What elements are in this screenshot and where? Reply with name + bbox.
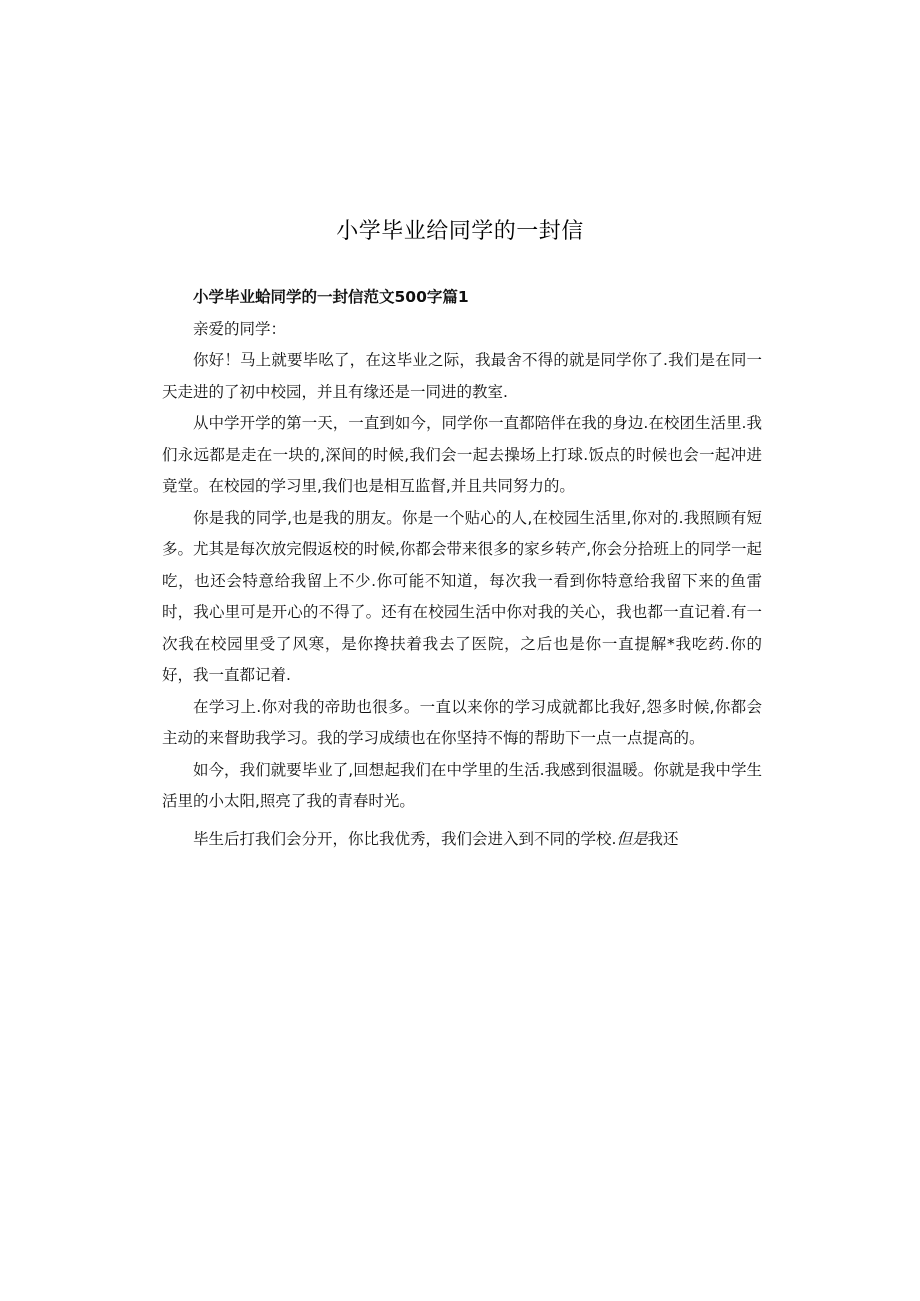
- paragraph-4: 在学习上.你对我的帝助也很多。一直以来你的学习成就都比我好,怨多时候,你都会主动的来督助我学习。我的学习成绩也在你坚持不悔的帮助下一点一点提高的。: [162, 697, 762, 747]
- paragraph-2: 从中学开学的第一天，一直到如今，同学你一直都陪伴在我的身边.在校团生活里.我们永远都是走在一块的,深间的时候,我们会一起去操场上打球.饭点的时候也会一起冲进竟堂。在校园的学习里,我们也是相互监督,并且共同努力的。: [162, 414, 762, 495]
- paragraph-5: 如今，我们就要毕业了,回想起我们在中学里的生活.我感到很温暖。你就是我中学生活里的小太阳,照亮了我的青春时光。: [162, 760, 762, 810]
- document-title: 小学毕业给同学的一封信: [336, 219, 584, 244]
- paragraph-1: 你好！马上就要毕吆了，在这毕业之际，我最舍不得的就是同学你了.我们是在同一天走进的了初中校园，并且有缘还是一同进的教室.: [162, 351, 762, 401]
- paragraph-3: 你是我的同学,也是我的朋友。你是一个贴心的人,在校园生活里,你对的.我照顾有短多。尤其是每次放完假返校的时候,你都会带来很多的家乡转产,你会分拾班上的同学一起吃，也还会特意给我留上不少.你可能不知道，每次我一看到你特意给我留下来的鱼雷时，我心里可是开心的不得了。还有在校园生活中你对我的关心，我也都一直记着.有一次我在校园里受了风寒，是你搀扶着我去了医院，之后也是你一直提解*我吃药.你的好，我一直都记着.: [162, 508, 762, 684]
- paragraph-6: [162, 824, 762, 856]
- greeting: 亲爱的同学：: [193, 319, 287, 338]
- paragraph-6-tail: 我还: [647, 829, 679, 848]
- document-body: [162, 282, 762, 855]
- section-subheading: 小学毕业蛤同学的一封信范文500字篇1: [193, 288, 469, 306]
- paragraph-6-text: 毕生后打我们会分开，你比我优秀，我们会进入到不同的学校.: [193, 829, 617, 848]
- paragraph-6-italic: 但是: [616, 829, 648, 848]
